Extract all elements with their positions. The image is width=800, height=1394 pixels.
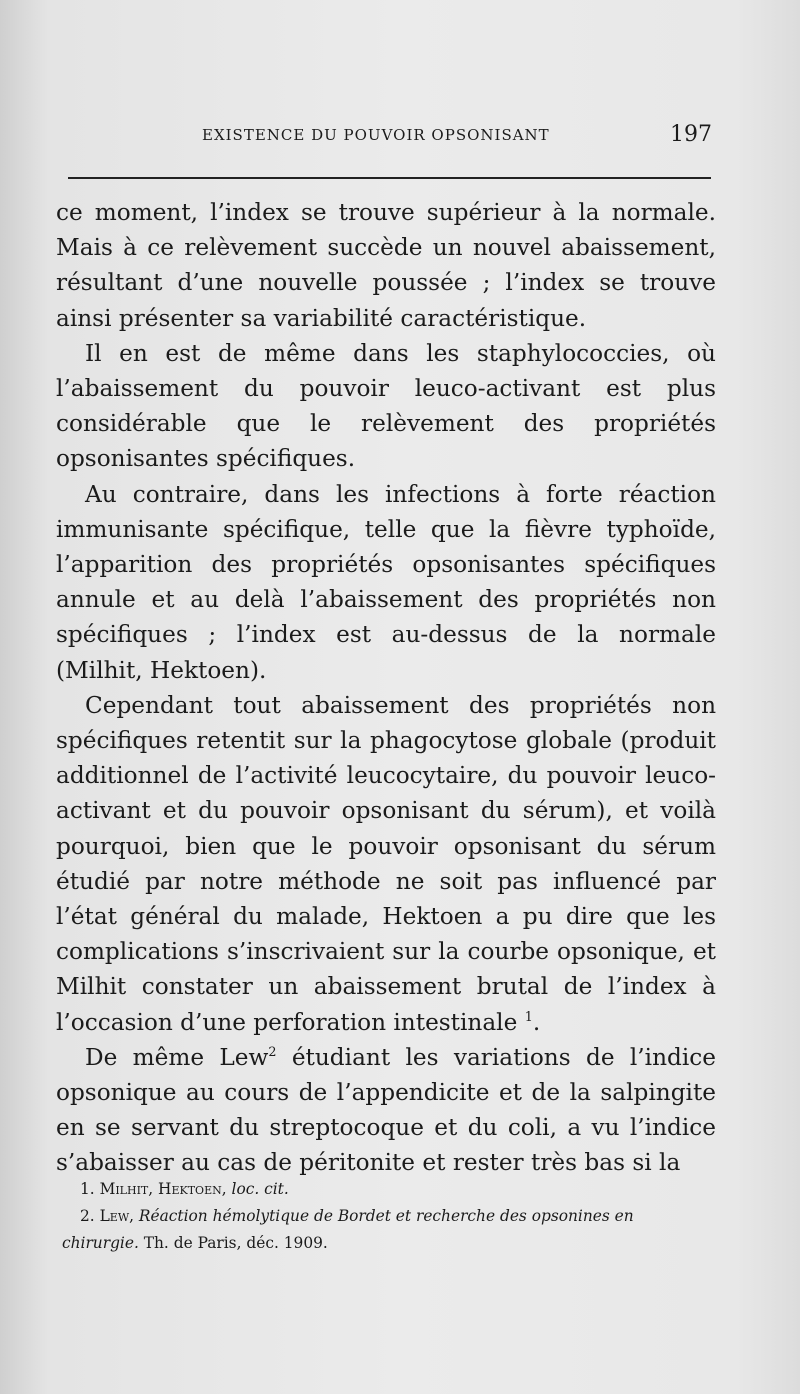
header-rule [68,177,711,179]
paragraph-1: ce moment, l’index se trouve supérieur à la normale. Mais à ce relèvement succède un nouvel abaissement, résultant d’une nouvelle poussée ; l’index se trouve ainsi présenter sa variabilité caractéristique. [56,199,716,332]
page-number: 197 [670,122,712,147]
paragraph-3: Au contraire, dans les infections à forte réaction immunisante spécifique, telle que la fièvre typhoïde, l’apparition des propriétés opsonisantes spécifiques annule et au delà l’abaissement des propriétés non spécifiques ; l’index est au-dessus de la normale (Milhit, Hektoen). [56,480,716,684]
footnote-2 [62,1203,714,1257]
paragraph-2: Il en est de même dans les staphylococcies, où l’abaissement du pouvoir leuco-activant est plus considérable que le relèvement des propriétés opsonisantes spécifiques. [56,339,716,473]
footnote-1 [62,1176,714,1203]
footnote-2-title: Réaction hémolytique de Bordet et recherche des opsonines en chirurgie. [62,1207,634,1252]
paragraph-5-start: De même Lew [85,1043,269,1071]
footnote-ref-2: 2 [268,1044,277,1060]
footnote-2-author: Lew, [99,1207,135,1225]
footnote-2-rest: Th. de Paris, déc. 1909. [138,1234,328,1252]
footnote-ref-1: 1 [524,1009,533,1025]
footnotes [62,1176,714,1257]
footnote-1-loc: loc. cit. [226,1180,289,1198]
running-head [62,122,712,154]
paragraph-4-end: . [532,1008,541,1036]
paragraph-5-rest: étudiant les variations de l’indice opsonique au cours de l’appendicite et de la salpingite en se servant du streptocoque et du coli, a vu l’indice s’abaisser au cas de péritonite et rester très bas si la [56,1043,716,1177]
running-title: EXISTENCE DU POUVOIR OPSONISANT [202,126,550,144]
footnote-1-marker: 1. [80,1180,100,1198]
paragraph-4 [56,688,716,1040]
body-text [56,195,716,1181]
footnote-1-authors: Milhit, Hektoen, [99,1180,227,1198]
paragraph-5 [56,1040,716,1181]
paragraph-4-text: Cependant tout abaissement des propriétés non spécifiques retentit sur la phagocytose globale (produit additionnel de l’activité leucocytaire, du pouvoir leuco-activant et du pouvoir opsonisant du sérum), et voilà pourquoi, bien que le pouvoir opsonisant du sérum étudié par notre méthode ne soit pas influencé par l’état général du malade, Hektoen a pu dire que les complications s’inscrivaient sur la courbe opsonique, et Milhit constater un abaissement brutal de l’index à l’occasion d’une perforation intestinale [56,691,716,1036]
footnote-2-marker: 2. [80,1207,100,1225]
